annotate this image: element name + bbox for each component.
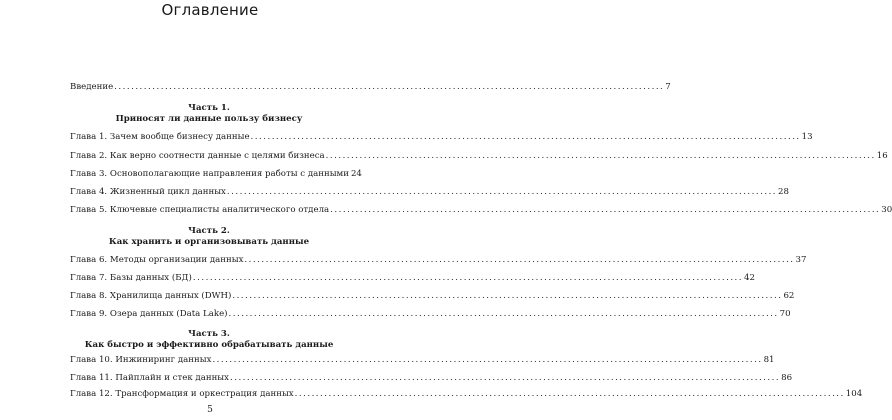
dot-leader: .................................................................................................................................. [229,373,781,383]
part-name: Приносят ли данные пользу бизнесу [115,114,303,124]
page-number: 5 [207,405,213,415]
dot-leader: .................................................................................................................................. [325,151,876,161]
toc-entry [70,372,793,385]
toc-entry [70,308,791,321]
part-name: Как быстро и эффективно обрабатывать данные [84,340,334,350]
part-number: Часть 3. [188,329,230,339]
dot-leader: .................................................................................................................................. [212,355,763,365]
toc-entry-label: Глава 3. Основополагающие направления работы с данными [70,169,349,179]
part-heading-2 [70,226,348,248]
part-name: Как хранить и организовывать данные [108,237,310,247]
dot-leader: .................................................................................................................................. [192,273,744,283]
toc-entry-label: Глава 12. Трансформация и оркестрация данных [70,389,294,399]
dot-leader: .................................................................................................................................. [226,187,778,197]
dot-leader: .................................................................................................................................. [114,82,665,92]
toc-entry-page: 24 [350,169,362,179]
dot-leader: .................................................................................................................................. [228,309,779,319]
toc-entry [70,354,775,367]
toc-entry-page: 30 [881,205,892,215]
toc-entry-label: Глава 7. Базы данных (БД) [70,273,192,283]
part-number: Часть 2. [188,226,230,236]
toc-entry [70,290,795,303]
toc-entry-label: Глава 11. Пайплайн и стек данных [70,373,229,383]
part-heading-3 [70,329,348,351]
toc-entry [70,254,807,267]
toc-entry-page: 62 [783,291,795,301]
toc-entry [70,272,755,285]
toc-entry-label: Глава 5. Ключевые специалисты аналитического отдела [70,205,330,215]
toc-entry-page: 86 [781,373,793,383]
toc-entry-page: 70 [779,309,791,319]
dot-leader: .................................................................................................................................. [244,255,795,265]
toc-entry [70,204,892,217]
toc-entry-label: Глава 6. Методы организации данных [70,255,244,265]
page-title: Оглавление [161,1,259,19]
toc-entry [70,131,813,144]
part-heading-1 [70,103,348,125]
toc-entry-page: 81 [763,355,775,365]
dot-leader: .................................................................................................................................. [250,132,801,142]
toc-entry-page: 104 [845,389,863,399]
toc-entry-page: 7 [665,82,671,92]
toc-entry-label: Глава 10. Инжиниринг данных [70,355,212,365]
toc-entry-label: Глава 2. Как верно соотнести данные с целями бизнеса [70,151,325,161]
toc-entry [70,186,789,199]
dot-leader: .................................................................................................................................. [294,389,845,399]
dot-leader: .................................................................................................................................. [232,291,783,301]
toc-entry [70,388,863,401]
dot-leader: .................................................................................................................................. [330,205,881,215]
toc-entry-page: 37 [795,255,807,265]
toc-entry-label: Глава 4. Жизненный цикл данных [70,187,226,197]
toc-entry-page: 16 [876,151,888,161]
toc-entry-label: Введение [70,82,114,92]
toc-entry-intro [70,81,671,94]
toc-entry [70,150,888,163]
toc-entry [70,168,362,181]
toc-entry-label: Глава 9. Озера данных (Data Lake) [70,309,228,319]
toc-entry-label: Глава 8. Хранилища данных (DWH) [70,291,232,301]
toc-entry-label: Глава 1. Зачем вообще бизнесу данные [70,132,250,142]
toc-entry-page: 28 [778,187,789,197]
toc-entry-page: 42 [744,273,755,283]
part-number: Часть 1. [188,103,230,113]
toc-entry-page: 13 [801,132,813,142]
